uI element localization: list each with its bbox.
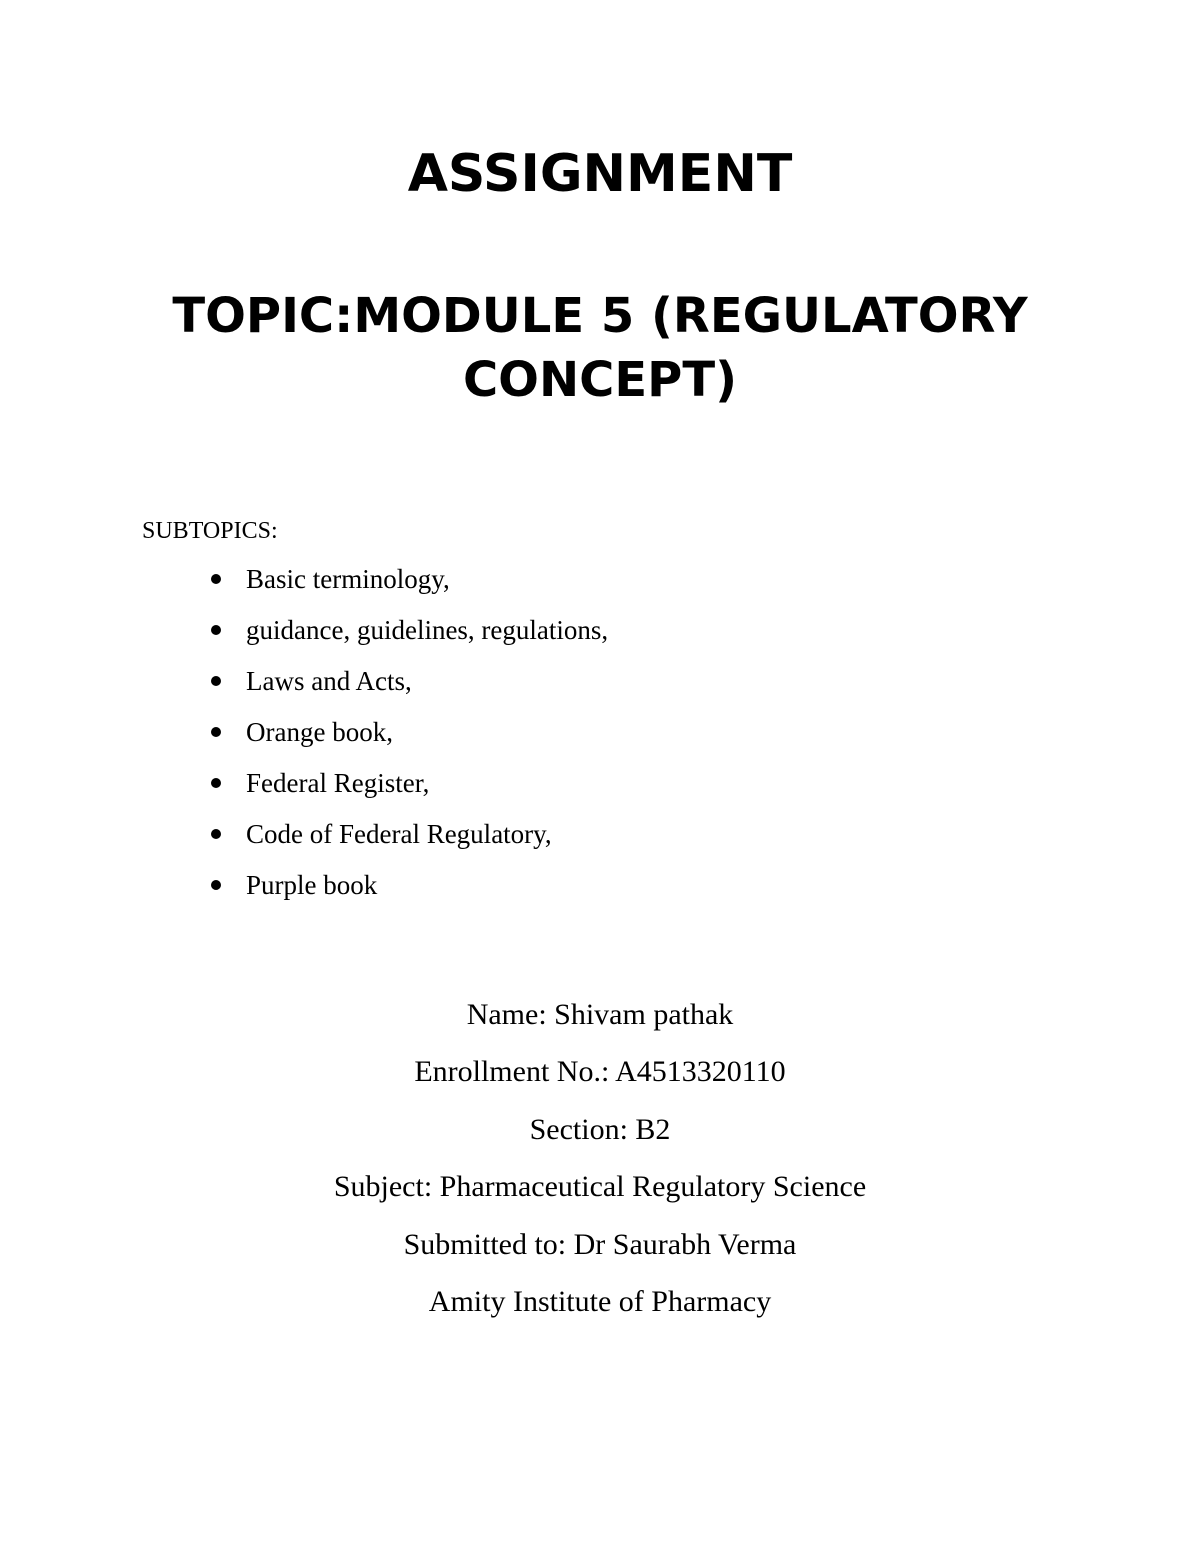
- bullet-icon: [211, 574, 221, 584]
- list-item: [0, 868, 1200, 919]
- subtopic-label: Basic terminology,: [246, 564, 450, 594]
- list-item: [0, 817, 1200, 868]
- student-name: Name: Shivam pathak: [466, 998, 734, 1031]
- bullet-icon: [211, 676, 221, 686]
- subject-info: Subject: Pharmaceutical Regulatory Science: [333, 1170, 867, 1204]
- subtopic-label: Laws and Acts,: [246, 666, 412, 696]
- subtopics-heading: SUBTOPICS:: [142, 518, 278, 544]
- student-info-block: [0, 996, 1200, 1340]
- bullet-icon: [211, 880, 221, 890]
- list-item: [0, 715, 1200, 766]
- bullet-icon: [211, 625, 221, 635]
- subtopic-label: Purple book: [246, 870, 378, 900]
- subtopic-label: Code of Federal Regulatory,: [246, 819, 552, 849]
- subtopic-label: Orange book,: [246, 717, 393, 747]
- list-item: [0, 766, 1200, 817]
- bullet-icon: [211, 727, 221, 737]
- list-item: [0, 664, 1200, 715]
- document-title: ASSIGNMENT: [407, 144, 793, 204]
- subtopic-list: [0, 562, 1200, 919]
- list-item: [0, 562, 1200, 613]
- topic-heading: TOPIC:MODULE 5 (REGULATORY CONCEPT): [172, 288, 1028, 408]
- list-item: [0, 613, 1200, 664]
- bullet-icon: [211, 778, 221, 788]
- subtopic-label: Federal Register,: [246, 768, 430, 798]
- institute-name: Amity Institute of Pharmacy: [428, 1284, 772, 1318]
- section-info: Section: B2: [529, 1112, 671, 1146]
- enrollment-number: Enrollment No.: A4513320110: [414, 1055, 786, 1089]
- bullet-icon: [211, 829, 221, 839]
- submitted-to-info: Submitted to: Dr Saurabh Verma: [403, 1227, 797, 1261]
- subtopic-label: guidance, guidelines, regulations,: [246, 615, 609, 645]
